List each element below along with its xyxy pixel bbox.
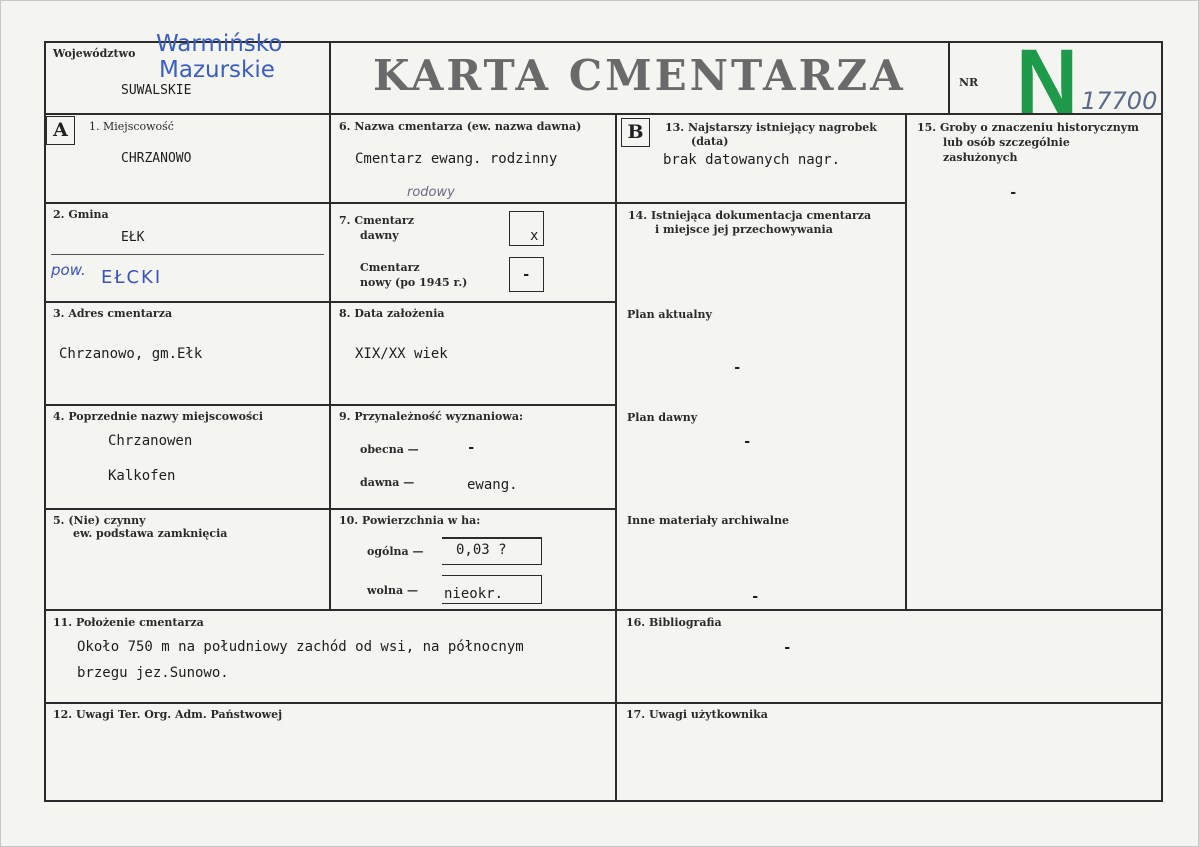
field-7-value-old: x: [530, 228, 539, 244]
field-10-free-label: wolna —: [367, 584, 418, 597]
page-title: KARTA CMENTARZA: [373, 51, 906, 100]
field-15-label-line3: zasłużonych: [943, 151, 1018, 164]
field-9-former-value: ewang.: [467, 477, 518, 493]
field-7-label-2-line2: nowy (po 1945 r.): [360, 276, 468, 289]
field-7-checkbox-new: [509, 257, 544, 292]
row-line-3: [44, 404, 617, 406]
nr-letter-marker: [1015, 47, 1079, 117]
field-15-label-line2: lub osób szczególnie: [943, 136, 1070, 149]
field-9-former-label: dawna —: [360, 476, 415, 489]
field-11-label: 11. Położenie cmentarza: [53, 616, 204, 629]
outer-border-left: [44, 41, 46, 802]
region-stamp-line2: Mazurskie: [159, 57, 275, 83]
field-9-current-label: obecna —: [360, 443, 419, 456]
header-divider-2: [948, 41, 950, 113]
col-divider-1: [329, 113, 331, 610]
nr-number: 17700: [1081, 87, 1158, 115]
field-10-free-value: nieokr.: [444, 586, 504, 602]
field-2-value: EŁK: [121, 230, 145, 245]
gmina-underline: [51, 254, 324, 255]
region-stamp-line1: Warmińsko: [156, 31, 283, 57]
field-4-value-2: Kalkofen: [108, 468, 176, 484]
field-11-line-1: Około 750 m na południowy zachód od wsi, na północnym: [77, 639, 524, 655]
plan-current-value: -: [733, 360, 742, 376]
field-7-label-1-line1: 7. Cmentarz: [339, 214, 414, 227]
field-6-label: 6. Nazwa cmentarza (ew. nazwa dawna): [339, 120, 582, 133]
plan-former-value: -: [743, 434, 752, 450]
field-7-label-1-line2: dawny: [360, 229, 399, 242]
plan-former-label: Plan dawny: [627, 411, 698, 424]
field-13-value: brak datowanych nagr.: [663, 152, 841, 168]
header-bottom-line: [44, 113, 1163, 115]
field-6-value: Cmentarz ewang. rodzinny: [355, 151, 558, 167]
outer-border-right: [1161, 41, 1163, 802]
field-4-value-1: Chrzanowen: [108, 433, 193, 449]
nr-letter: N: [1016, 47, 1078, 117]
wojewodztwo-label: Województwo: [53, 47, 136, 60]
field-2-hand-prefix: pow.: [51, 261, 86, 279]
outer-border-bottom: [44, 800, 1163, 802]
field-10-total-box-top: [442, 537, 542, 539]
row-line-5: [44, 609, 1163, 611]
field-7-value-new: -: [522, 267, 531, 283]
field-13-label-line2: (data): [691, 135, 729, 148]
plan-current-label: Plan aktualny: [627, 308, 712, 321]
field-7-checkbox-old: [509, 211, 544, 246]
field-10-total-box: [442, 537, 542, 565]
other-materials-label: Inne materiały archiwalne: [627, 514, 789, 527]
field-9-current-value: -: [467, 440, 476, 456]
field-16-value: -: [783, 640, 792, 656]
field-11-line-2: brzegu jez.Sunowo.: [77, 665, 229, 681]
nr-label: NR: [959, 76, 979, 89]
header-divider-1: [329, 41, 331, 113]
field-1-value: CHRZANOWO: [121, 151, 192, 166]
field-5-label-line2: ew. podstawa zamknięcia: [73, 527, 228, 540]
field-6-hand-note: rodowy: [407, 185, 455, 200]
field-2-hand-value: EŁCKI: [101, 267, 163, 288]
col-divider-2: [615, 113, 617, 802]
field-12-label: 12. Uwagi Ter. Org. Adm. Państwowej: [53, 708, 283, 721]
section-b-marker: B: [621, 118, 650, 147]
row-line-6: [44, 702, 1163, 704]
field-10-total-value: 0,03 ?: [456, 542, 507, 558]
field-16-label: 16. Bibliografia: [626, 616, 722, 629]
field-1-label: 1. Miejscowość: [89, 120, 174, 133]
field-17-label: 17. Uwagi użytkownika: [626, 708, 768, 721]
wojewodztwo-typed: SUWALSKIE: [121, 83, 192, 98]
field-15-label-line1: 15. Groby o znaczeniu historycznym: [917, 121, 1139, 134]
col-divider-3: [905, 113, 907, 610]
field-13-label-line1: 13. Najstarszy istniejący nagrobek: [665, 121, 877, 134]
field-2-label: 2. Gmina: [53, 208, 109, 221]
field-10-total-label: ogólna —: [367, 545, 424, 558]
field-10-label: 10. Powierzchnia w ha:: [339, 514, 481, 527]
field-8-value: XIX/XX wiek: [355, 346, 448, 362]
field-10-free-box: [442, 575, 542, 604]
field-3-label: 3. Adres cmentarza: [53, 307, 173, 320]
field-14-label-line2: i miejsce jej przechowywania: [655, 223, 833, 236]
field-7-label-2-line1: Cmentarz: [360, 261, 420, 274]
section-a-marker: A: [46, 116, 75, 145]
row-line-1: [44, 202, 906, 204]
field-15-value: -: [1009, 185, 1018, 201]
field-8-label: 8. Data założenia: [339, 307, 445, 320]
field-4-label: 4. Poprzednie nazwy miejscowości: [53, 410, 264, 423]
field-3-value: Chrzanowo, gm.Ełk: [59, 346, 203, 362]
row-line-2: [44, 301, 617, 303]
row-line-4: [44, 508, 617, 510]
field-9-label: 9. Przynależność wyznaniowa:: [339, 410, 524, 423]
other-materials-value: -: [751, 589, 760, 605]
field-5-label-line1: 5. (Nie) czynny: [53, 514, 146, 527]
field-14-label-line1: 14. Istniejąca dokumentacja cmentarza: [628, 209, 872, 222]
